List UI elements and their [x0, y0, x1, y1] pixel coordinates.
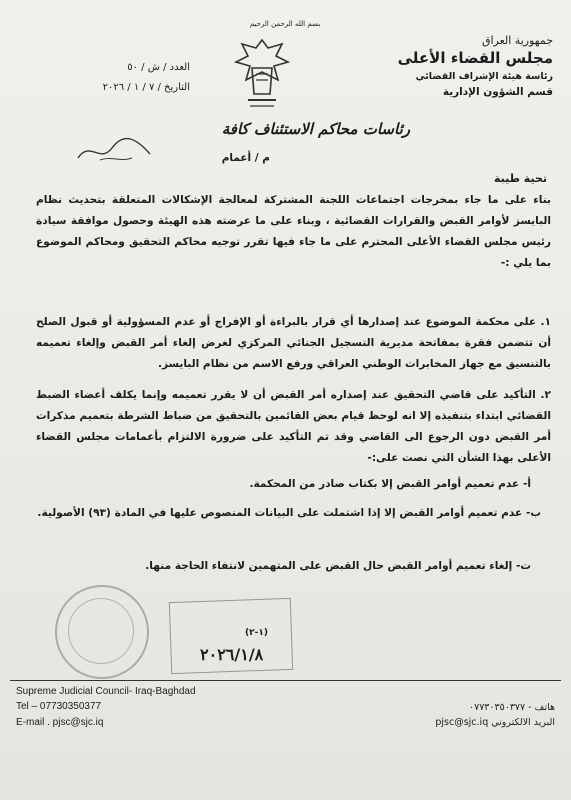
footer-email: E-mail . pjsc@sjc.iq: [16, 717, 104, 728]
list-item-b: ب- عدم تعميم أوامر القبض إلا إذا اشتملت على البيانات المنصوص عليها في المادة (٩٣) الأصولية.: [37, 507, 541, 519]
point-two: ٢. التأكيد على قاضي التحقيق عند إصداره أمر القبض أن لا يقرر تعميمه وإنما يكلف أعضاء الضبط القضائي ابتداء بتنفيذه إلا انه لوحظ قيام بعض القائمين بالتحقيق من ضباط الشرطة بتعميم مذكرات أمر القبض دون الرجوع الى القاضي وقد تم التأكيد على ضرورة الالتزام بأعمامات مجلس القضاء الأعلى بهذا الشأن التي نصت على:-: [36, 389, 551, 464]
reference-date: التاريخ / ٧ / ١ / ٢٠٢٦: [102, 82, 190, 93]
addressee: رئاسات محاكم الاستئناف كافة: [221, 120, 410, 138]
header-reference: [70, 58, 190, 98]
iraq-emblem-icon: [232, 34, 292, 114]
subject-line: م / أعمام: [221, 152, 270, 164]
footer-org: Supreme Judicial Council- Iraq-Baghdad: [16, 686, 196, 697]
list-item-c: ت- إلغاء تعميم أوامر القبض حال القبض على المتهمين لانتفاء الحاجة منها.: [145, 560, 531, 572]
intro-paragraph: بناء على ما جاء بمخرجات اجتماعات اللجنة المشتركة لمعالجة الإشكالات المتعلقة بتحديث نظام البايسز لأوامر القبض والقرارات القضائية ، وبناء على ما عرضته هذه الهيئة وحصول موافقة سيادة رئيس مجلس القضاء الأعلى المحترم على ما جاء فيها تقرر توجيه محاكم التحقيق ومحاكم الموضوع بما يلي :-: [36, 194, 551, 269]
footer-ar-phone: هاتف - ٠٧٧٣٠٣٥٠٣٧٧: [469, 702, 555, 713]
country-name: جمهورية العراق: [481, 34, 553, 47]
header-organization: [383, 34, 553, 98]
department-name: قسم الشؤون الإدارية: [442, 86, 553, 98]
signature-icon: [70, 130, 160, 170]
greeting: تحية طيبة: [493, 172, 547, 185]
stamp-date: ٢٠٢٦/١/٨: [200, 645, 264, 664]
basmala: بسم الله الرحمن الرحيم: [249, 20, 321, 28]
footer-tel: Tel – 07730350377: [16, 701, 102, 712]
point-one: ١. على محكمة الموضوع عند إصدارها أي قرار بالبراءة أو الإفراج أو عدم المسؤولية أو قبول الصلح أن تتضمن فقرة بمفاتحة مديرية التسجيل الجنائي المركزي لغرض إلغاء أمر القبض وإلغاء تعميمه بالتنسيق مع جهاز المخابرات الوطني العراقي ورفع الاسم من نظام البايسز.: [36, 316, 551, 370]
list-item-a: أ- عدم تعميم أوامر القبض إلا بكتاب صادر من المحكمة.: [249, 478, 531, 490]
presidency-name: رئاسة هيئة الإشراف القضائي: [415, 71, 553, 82]
stamp-code: (١-٢): [245, 628, 268, 638]
council-name: مجلس القضاء الأعلى: [397, 49, 553, 67]
footer-ar-email: البريد الالكتروني pjsc@sjc.iq: [435, 717, 555, 728]
reference-number: العدد / ش / ٥٠: [127, 62, 190, 73]
round-stamp-inner: [68, 598, 134, 664]
footer-divider: [10, 680, 561, 681]
